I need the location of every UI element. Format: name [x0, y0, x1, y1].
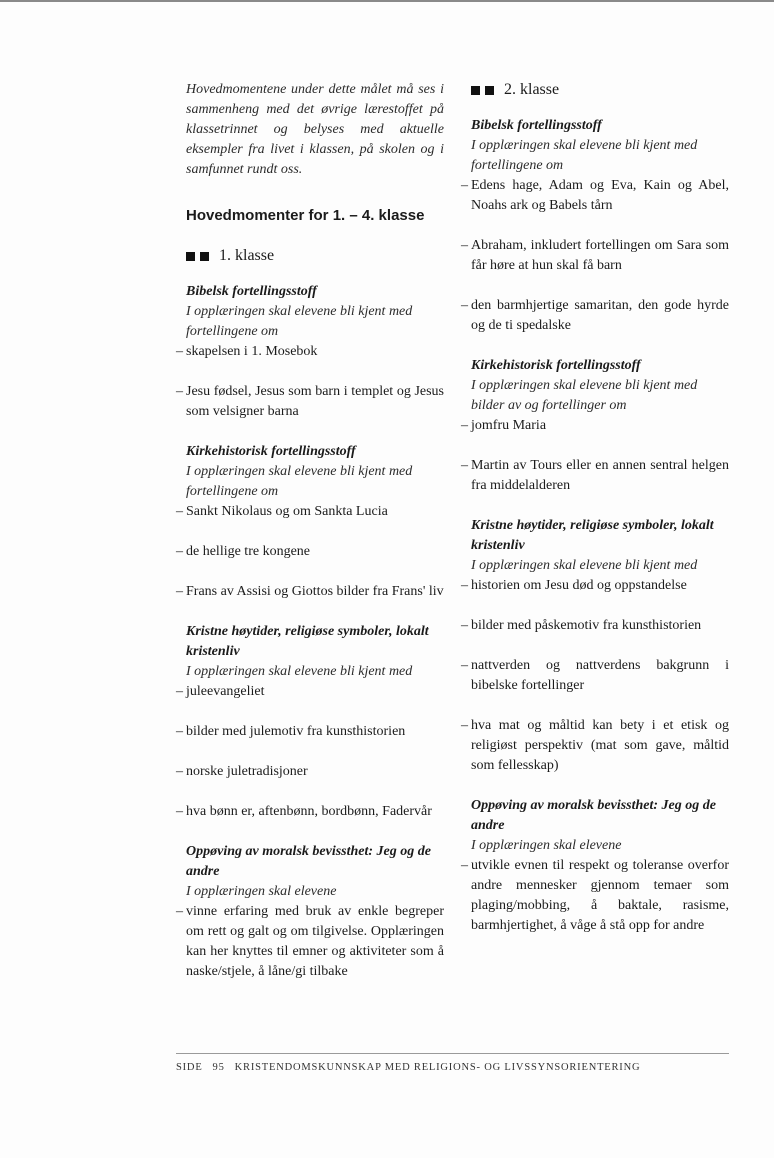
list-item — [176, 542, 444, 562]
left-sections — [176, 282, 444, 982]
intro-paragraph: Hovedmomentene under dette målet må ses i sammenheng med det øvrige lærestoffet på klassetrinnet og belyses med aktuelle eksempler fra livet i klassen, på skolen og i samfunnet rundt oss. — [186, 82, 444, 177]
list-item-text: Abraham, inkludert fortellingen om Sara som får høre at hun skal få barn — [471, 238, 729, 273]
right-sections — [461, 116, 729, 936]
list-item — [176, 902, 444, 982]
list-item — [176, 722, 444, 742]
list-item-text: de hellige tre kongene — [186, 544, 311, 559]
content-section — [461, 516, 729, 776]
section-subtitle: I opplæringen skal elevene bli kjent med fortellingene om — [186, 464, 413, 499]
section-title: Kristne høytider, religiøse symboler, lokalt kristenliv — [186, 624, 429, 659]
dash-bullet-icon: – — [176, 764, 183, 779]
dash-bullet-icon: – — [176, 724, 183, 739]
list-item-text: hva mat og måltid kan bety i et etisk og religiøst perspektiv (mat som gave, måltid som fellesskap) — [471, 718, 729, 773]
list-item — [176, 762, 444, 782]
list-item-text: skapelsen i 1. Mosebok — [186, 344, 318, 359]
list-item — [461, 856, 729, 936]
square-bullet-icon — [485, 86, 494, 95]
list-item-text: Jesu fødsel, Jesus som barn i templet og Jesus som velsigner barna — [186, 384, 444, 419]
list-item-text: Martin av Tours eller en annen sentral helgen fra middelalderen — [471, 458, 729, 493]
top-border — [0, 0, 774, 2]
dash-bullet-icon: – — [176, 904, 183, 919]
dash-bullet-icon: – — [461, 238, 468, 253]
page-footer — [176, 1053, 729, 1073]
list-item — [461, 176, 729, 216]
dash-bullet-icon: – — [461, 178, 468, 193]
footer-side-label: SIDE — [176, 1062, 203, 1073]
list-item — [461, 296, 729, 336]
dash-bullet-icon: – — [461, 418, 468, 433]
square-bullet-icon — [200, 252, 209, 261]
klasse-label: 1. klasse — [219, 247, 275, 264]
list-item — [461, 236, 729, 276]
list-item — [176, 382, 444, 422]
list-item — [461, 656, 729, 696]
section-subtitle: I opplæringen skal elevene bli kjent med — [471, 558, 698, 573]
dash-bullet-icon: – — [176, 344, 183, 359]
square-bullet-icon — [471, 86, 480, 95]
list-item-text: bilder med påskemotiv fra kunsthistorien — [471, 618, 702, 633]
dash-bullet-icon: – — [461, 718, 468, 733]
list-item-text: utvikle evnen til respekt og toleranse overfor andre mennesker gjennom temaer som plaging/mobbing, å baktale, rasisme, barmhjertighet, å våge å stå opp for andre — [471, 858, 729, 933]
list-item-text: den barmhjertige samaritan, den gode hyrde og de ti spedalske — [471, 298, 729, 333]
content-section — [176, 442, 444, 602]
dash-bullet-icon: – — [176, 804, 183, 819]
list-item — [176, 682, 444, 702]
section-heading: Hovedmomenter for 1. – 4. klasse — [186, 207, 425, 224]
section-title: Kirkehistorisk fortellingsstoff — [471, 358, 641, 373]
list-item-text: historien om Jesu død og oppstandelse — [471, 578, 687, 593]
footer-title: KRISTENDOMSKUNNSKAP MED RELIGIONS- OG LIVSSYNSORIENTERING — [234, 1062, 641, 1073]
list-item — [461, 416, 729, 436]
list-item-text: juleevangeliet — [186, 684, 265, 699]
section-title: Oppøving av moralsk bevissthet: Jeg og de andre — [186, 844, 431, 879]
content-section — [176, 622, 444, 822]
list-item-text: Sankt Nikolaus og om Sankta Lucia — [186, 504, 388, 519]
dash-bullet-icon: – — [461, 618, 468, 633]
content-section — [461, 116, 729, 336]
dash-bullet-icon: – — [176, 544, 183, 559]
section-subtitle: I opplæringen skal elevene bli kjent med fortellingene om — [471, 138, 698, 173]
section-title: Kirkehistorisk fortellingsstoff — [186, 444, 356, 459]
section-subtitle: I opplæringen skal elevene bli kjent med bilder av og fortellinger om — [471, 378, 698, 413]
list-item — [461, 456, 729, 496]
footer-text — [176, 1062, 729, 1073]
content-section — [176, 842, 444, 982]
list-item-text: Frans av Assisi og Giottos bilder fra Frans' liv — [186, 584, 444, 599]
page-number: 95 — [212, 1062, 225, 1073]
list-item-text: nattverden og nattverdens bakgrunn i bibelske fortellinger — [471, 658, 729, 693]
list-item — [176, 342, 444, 362]
section-title: Oppøving av moralsk bevissthet: Jeg og de andre — [471, 798, 716, 833]
dash-bullet-icon: – — [176, 584, 183, 599]
left-column — [176, 80, 444, 982]
section-subtitle: I opplæringen skal elevene — [186, 884, 337, 899]
klasse-label: 2. klasse — [504, 81, 560, 98]
section-title: Bibelsk fortellingsstoff — [186, 284, 317, 299]
section-subtitle: I opplæringen skal elevene bli kjent med — [186, 664, 413, 679]
list-item-text: norske juletradisjoner — [186, 764, 308, 779]
square-bullet-icon — [186, 252, 195, 261]
list-item — [461, 616, 729, 636]
list-item-text: jomfru Maria — [471, 418, 547, 433]
klasse-2-header — [461, 80, 729, 100]
list-item-text: Edens hage, Adam og Eva, Kain og Abel, Noahs ark og Babels tårn — [471, 178, 729, 213]
list-item — [176, 802, 444, 822]
content-section — [176, 282, 444, 422]
footer-rule — [176, 1053, 729, 1054]
list-item — [176, 582, 444, 602]
list-item-text: hva bønn er, aftenbønn, bordbønn, Fadervår — [186, 804, 432, 819]
section-subtitle: I opplæringen skal elevene bli kjent med fortellingene om — [186, 304, 413, 339]
dash-bullet-icon: – — [461, 458, 468, 473]
list-item-text: bilder med julemotiv fra kunsthistorien — [186, 724, 406, 739]
dash-bullet-icon: – — [461, 858, 468, 873]
right-column — [461, 80, 729, 936]
dash-bullet-icon: – — [461, 298, 468, 313]
klasse-1-header — [176, 246, 444, 266]
dash-bullet-icon: – — [176, 384, 183, 399]
list-item — [176, 502, 444, 522]
dash-bullet-icon: – — [176, 684, 183, 699]
list-item — [461, 716, 729, 776]
list-item-text: vinne erfaring med bruk av enkle begreper om rett og galt og om tilgivelse. Opplæringen kan her knyttes til emner og aktiviteter som å naske/stjele, å låne/gi tilbake — [186, 904, 444, 979]
content-section — [461, 796, 729, 936]
list-item — [461, 576, 729, 596]
dash-bullet-icon: – — [461, 578, 468, 593]
dash-bullet-icon: – — [176, 504, 183, 519]
section-title: Bibelsk fortellingsstoff — [471, 118, 602, 133]
content-section — [461, 356, 729, 496]
section-subtitle: I opplæringen skal elevene — [471, 838, 622, 853]
dash-bullet-icon: – — [461, 658, 468, 673]
section-title: Kristne høytider, religiøse symboler, lokalt kristenliv — [471, 518, 714, 553]
